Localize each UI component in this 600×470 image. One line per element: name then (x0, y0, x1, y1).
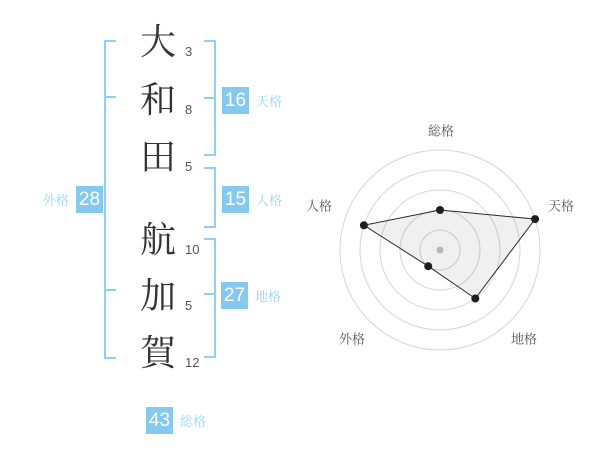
tenkaku-bracket (214, 40, 216, 156)
gaikaku-score-badge: 28 (76, 186, 103, 213)
name-character: 航 (139, 219, 176, 260)
jinkaku-score (222, 186, 282, 213)
gaikaku-bracket-tick (106, 289, 116, 291)
radar-axis-label: 外格 (338, 331, 366, 347)
tenkaku-score-badge: 16 (222, 87, 249, 114)
chikaku-bracket-tick (204, 356, 214, 358)
name-character: 加 (139, 275, 176, 316)
chikaku-score (221, 282, 281, 309)
tenkaku-bracket-tick (204, 154, 214, 156)
stroke-count: 12 (185, 355, 200, 370)
tenkaku-score-label: 天格 (256, 94, 283, 109)
radar-axis-label: 総格 (427, 123, 455, 139)
radar-center-dot (437, 247, 444, 254)
jinkaku-score-label: 人格 (256, 193, 283, 208)
jinkaku-bracket-tick (204, 226, 214, 228)
gaikaku-bracket-tick (106, 96, 116, 98)
name-character: 和 (139, 79, 176, 120)
radar-point (424, 262, 432, 270)
gaikaku-score-label: 外格 (42, 193, 69, 208)
chikaku-bracket-tick (204, 238, 214, 240)
radar-axis-label: 地格 (510, 331, 538, 347)
chikaku-score-badge: 27 (221, 282, 248, 309)
tenkaku-score (222, 87, 282, 114)
radar-axis-label: 天格 (547, 198, 575, 214)
radar-point (436, 206, 444, 214)
soukaku-score-label: 総格 (180, 414, 207, 429)
soukaku-score (146, 407, 206, 434)
gaikaku-bracket (104, 40, 106, 359)
radar-point (471, 295, 479, 303)
jinkaku-bracket (214, 167, 216, 228)
radar-axis-label: 人格 (305, 198, 333, 214)
soukaku-score-badge: 43 (146, 407, 173, 434)
radar-point (531, 215, 539, 223)
stroke-count: 5 (185, 298, 193, 313)
stroke-count: 8 (185, 102, 193, 117)
fortune-radar-chart (300, 100, 600, 400)
chikaku-bracket-tick (204, 293, 214, 295)
gaikaku-bracket-tick (106, 357, 116, 359)
chikaku-bracket (214, 238, 216, 358)
jinkaku-score-badge: 15 (222, 186, 249, 213)
stroke-count: 3 (185, 44, 193, 59)
stroke-count: 10 (185, 242, 200, 257)
stroke-count: 5 (185, 159, 193, 174)
radar-point (360, 221, 368, 229)
radar-polygon (364, 210, 535, 299)
chikaku-score-label: 地格 (255, 289, 282, 304)
gaikaku-score (43, 186, 103, 213)
name-character: 大 (139, 21, 176, 62)
gaikaku-bracket-tick (106, 40, 116, 42)
tenkaku-bracket-tick (204, 40, 214, 42)
name-character: 田 (139, 136, 176, 177)
jinkaku-bracket-tick (204, 167, 214, 169)
name-character: 賀 (139, 332, 176, 373)
tenkaku-bracket-tick (204, 97, 214, 99)
